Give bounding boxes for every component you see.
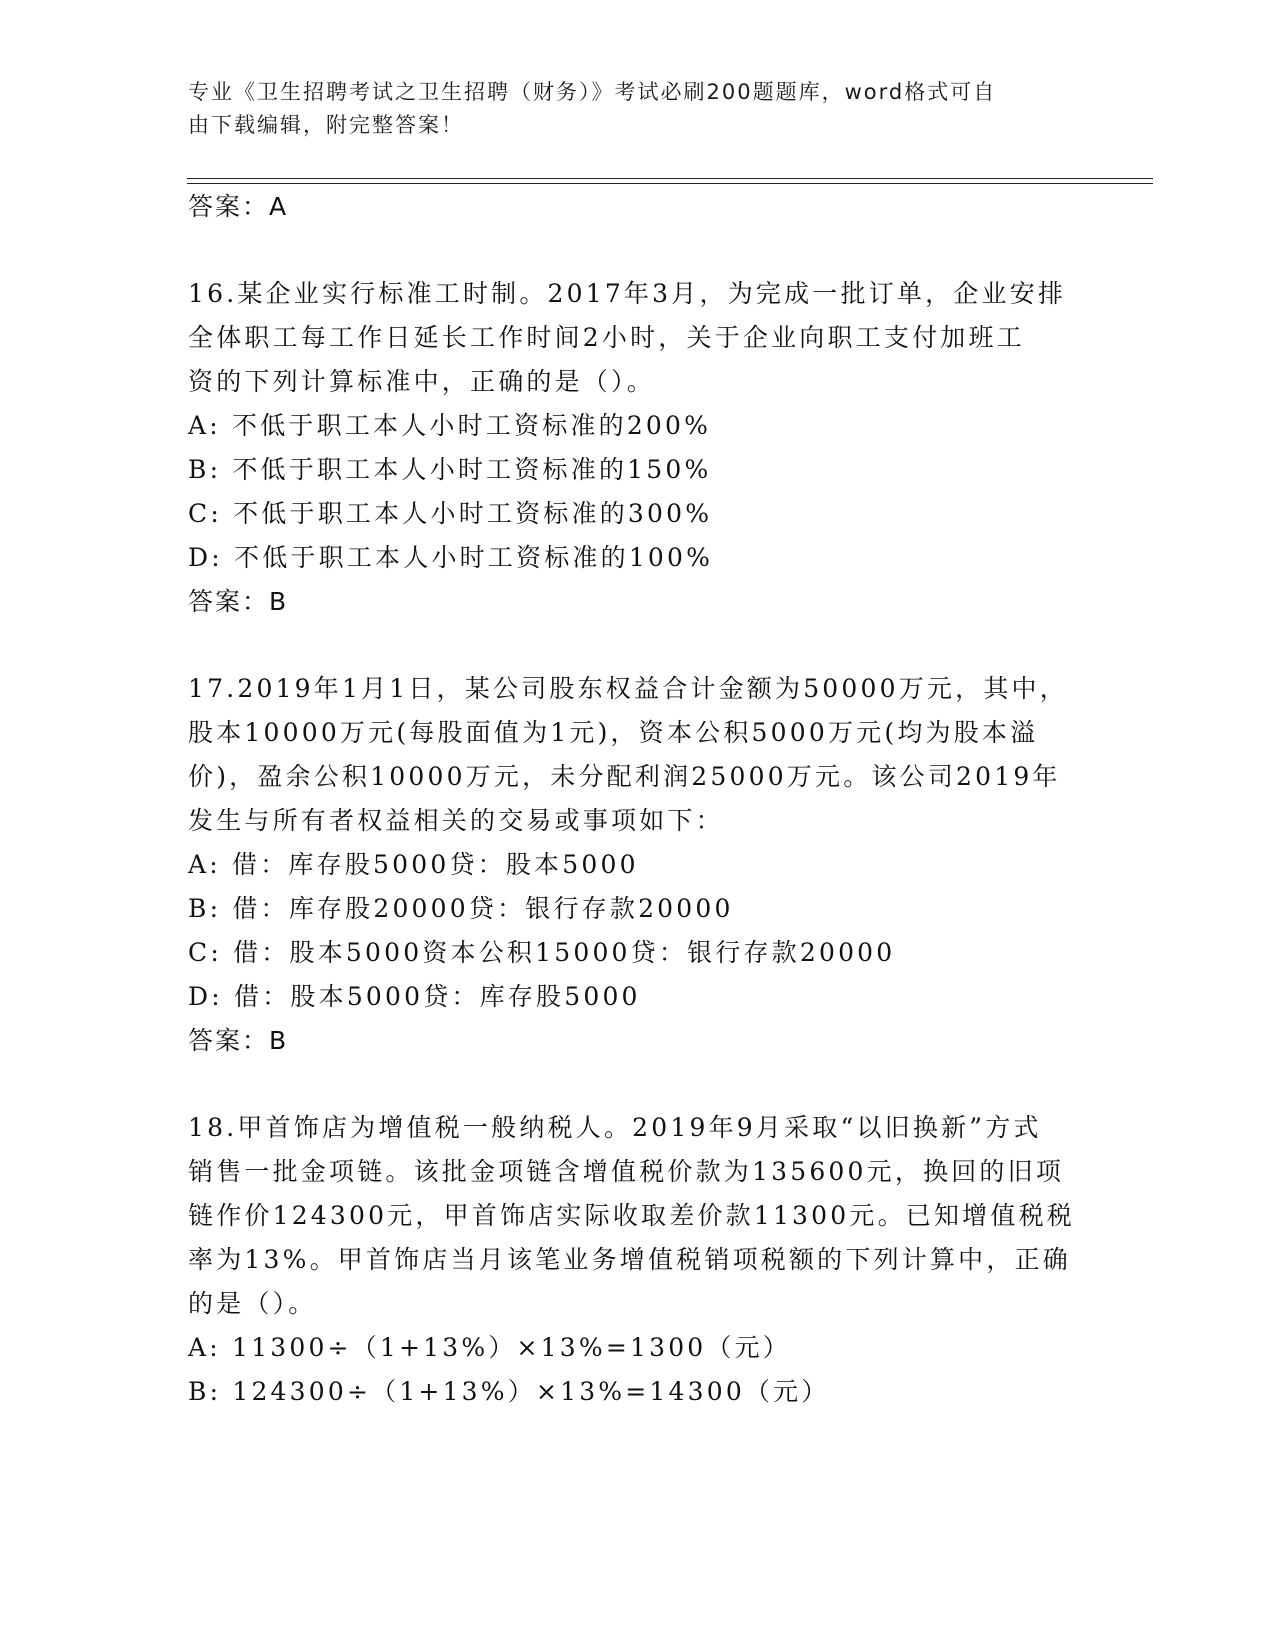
q18-text-line-1: 18.甲首饰店为增值税一般纳税人。2019年9月采取“以旧换新”方式 xyxy=(188,1113,1042,1142)
q16-text-line-3: 资的下列计算标准中，正确的是（）。 xyxy=(188,367,655,396)
header-divider-top xyxy=(187,178,1153,179)
q18-text-line-4: 率为13%。甲首饰店当月该笔业务增值税销项税额的下列计算中，正确 xyxy=(188,1245,1071,1274)
q18-text-line-3: 链作价124300元，甲首饰店实际收取差价款11300元。已知增值税税 xyxy=(188,1201,1075,1230)
q16-option-b: B: 不低于职工本人小时工资标准的150% xyxy=(188,455,712,484)
q17-text-line-2: 股本10000万元(每股面值为1元)，资本公积5000万元(均为股本溢 xyxy=(188,718,1039,747)
document-header xyxy=(188,76,1088,142)
header-title-line-1: 专业《卫生招聘考试之卫生招聘（财务）》考试必刷200题题库，word格式可自 xyxy=(188,80,997,104)
q16-option-c: C: 不低于职工本人小时工资标准的300% xyxy=(188,499,713,528)
q17-text-line-1: 17.2019年1月1日，某公司股东权益合计金额为50000万元，其中， xyxy=(188,674,1068,703)
q17-option-a: A: 借：库存股5000贷：股本5000 xyxy=(188,850,639,879)
q17-option-d: D: 借：股本5000贷：库存股5000 xyxy=(188,982,641,1011)
q18-text-line-5: 的是（）。 xyxy=(188,1289,317,1318)
header-divider-bottom xyxy=(187,183,1153,184)
q17-text-line-3: 价)，盈余公积10000万元，未分配利润25000万元。该公司2019年 xyxy=(188,762,1061,791)
q18-option-a: A: 11300÷（1+13%）×13%=1300（元） xyxy=(188,1333,792,1362)
q17-text-line-4: 发生与所有者权益相关的交易或事项如下： xyxy=(188,806,724,835)
header-title-line-2: 由下载编辑，附完整答案！ xyxy=(188,113,464,137)
q17-option-c: C: 借：股本5000资本公积15000贷：银行存款20000 xyxy=(188,938,896,967)
q17-answer: 答案：B xyxy=(188,1026,289,1055)
q18-option-b: B: 124300÷（1+13%）×13%=14300（元） xyxy=(188,1377,830,1406)
q16-option-a: A: 不低于职工本人小时工资标准的200% xyxy=(188,411,712,440)
q17-option-b: B: 借：库存股20000贷：银行存款20000 xyxy=(188,894,734,923)
q16-option-d: D: 不低于职工本人小时工资标准的100% xyxy=(188,543,714,572)
q16-text-line-2: 全体职工每工作日延长工作时间2小时，关于企业向职工支付加班工 xyxy=(188,323,1025,352)
q16-answer: 答案：B xyxy=(188,587,289,616)
answer-previous: 答案：A xyxy=(188,192,289,221)
q16-text-line-1: 16.某企业实行标准工时制。2017年3月，为完成一批订单，企业安排 xyxy=(188,279,1067,308)
q18-text-line-2: 销售一批金项链。该批金项链含增值税价款为135600元，换回的旧项 xyxy=(188,1157,1065,1186)
